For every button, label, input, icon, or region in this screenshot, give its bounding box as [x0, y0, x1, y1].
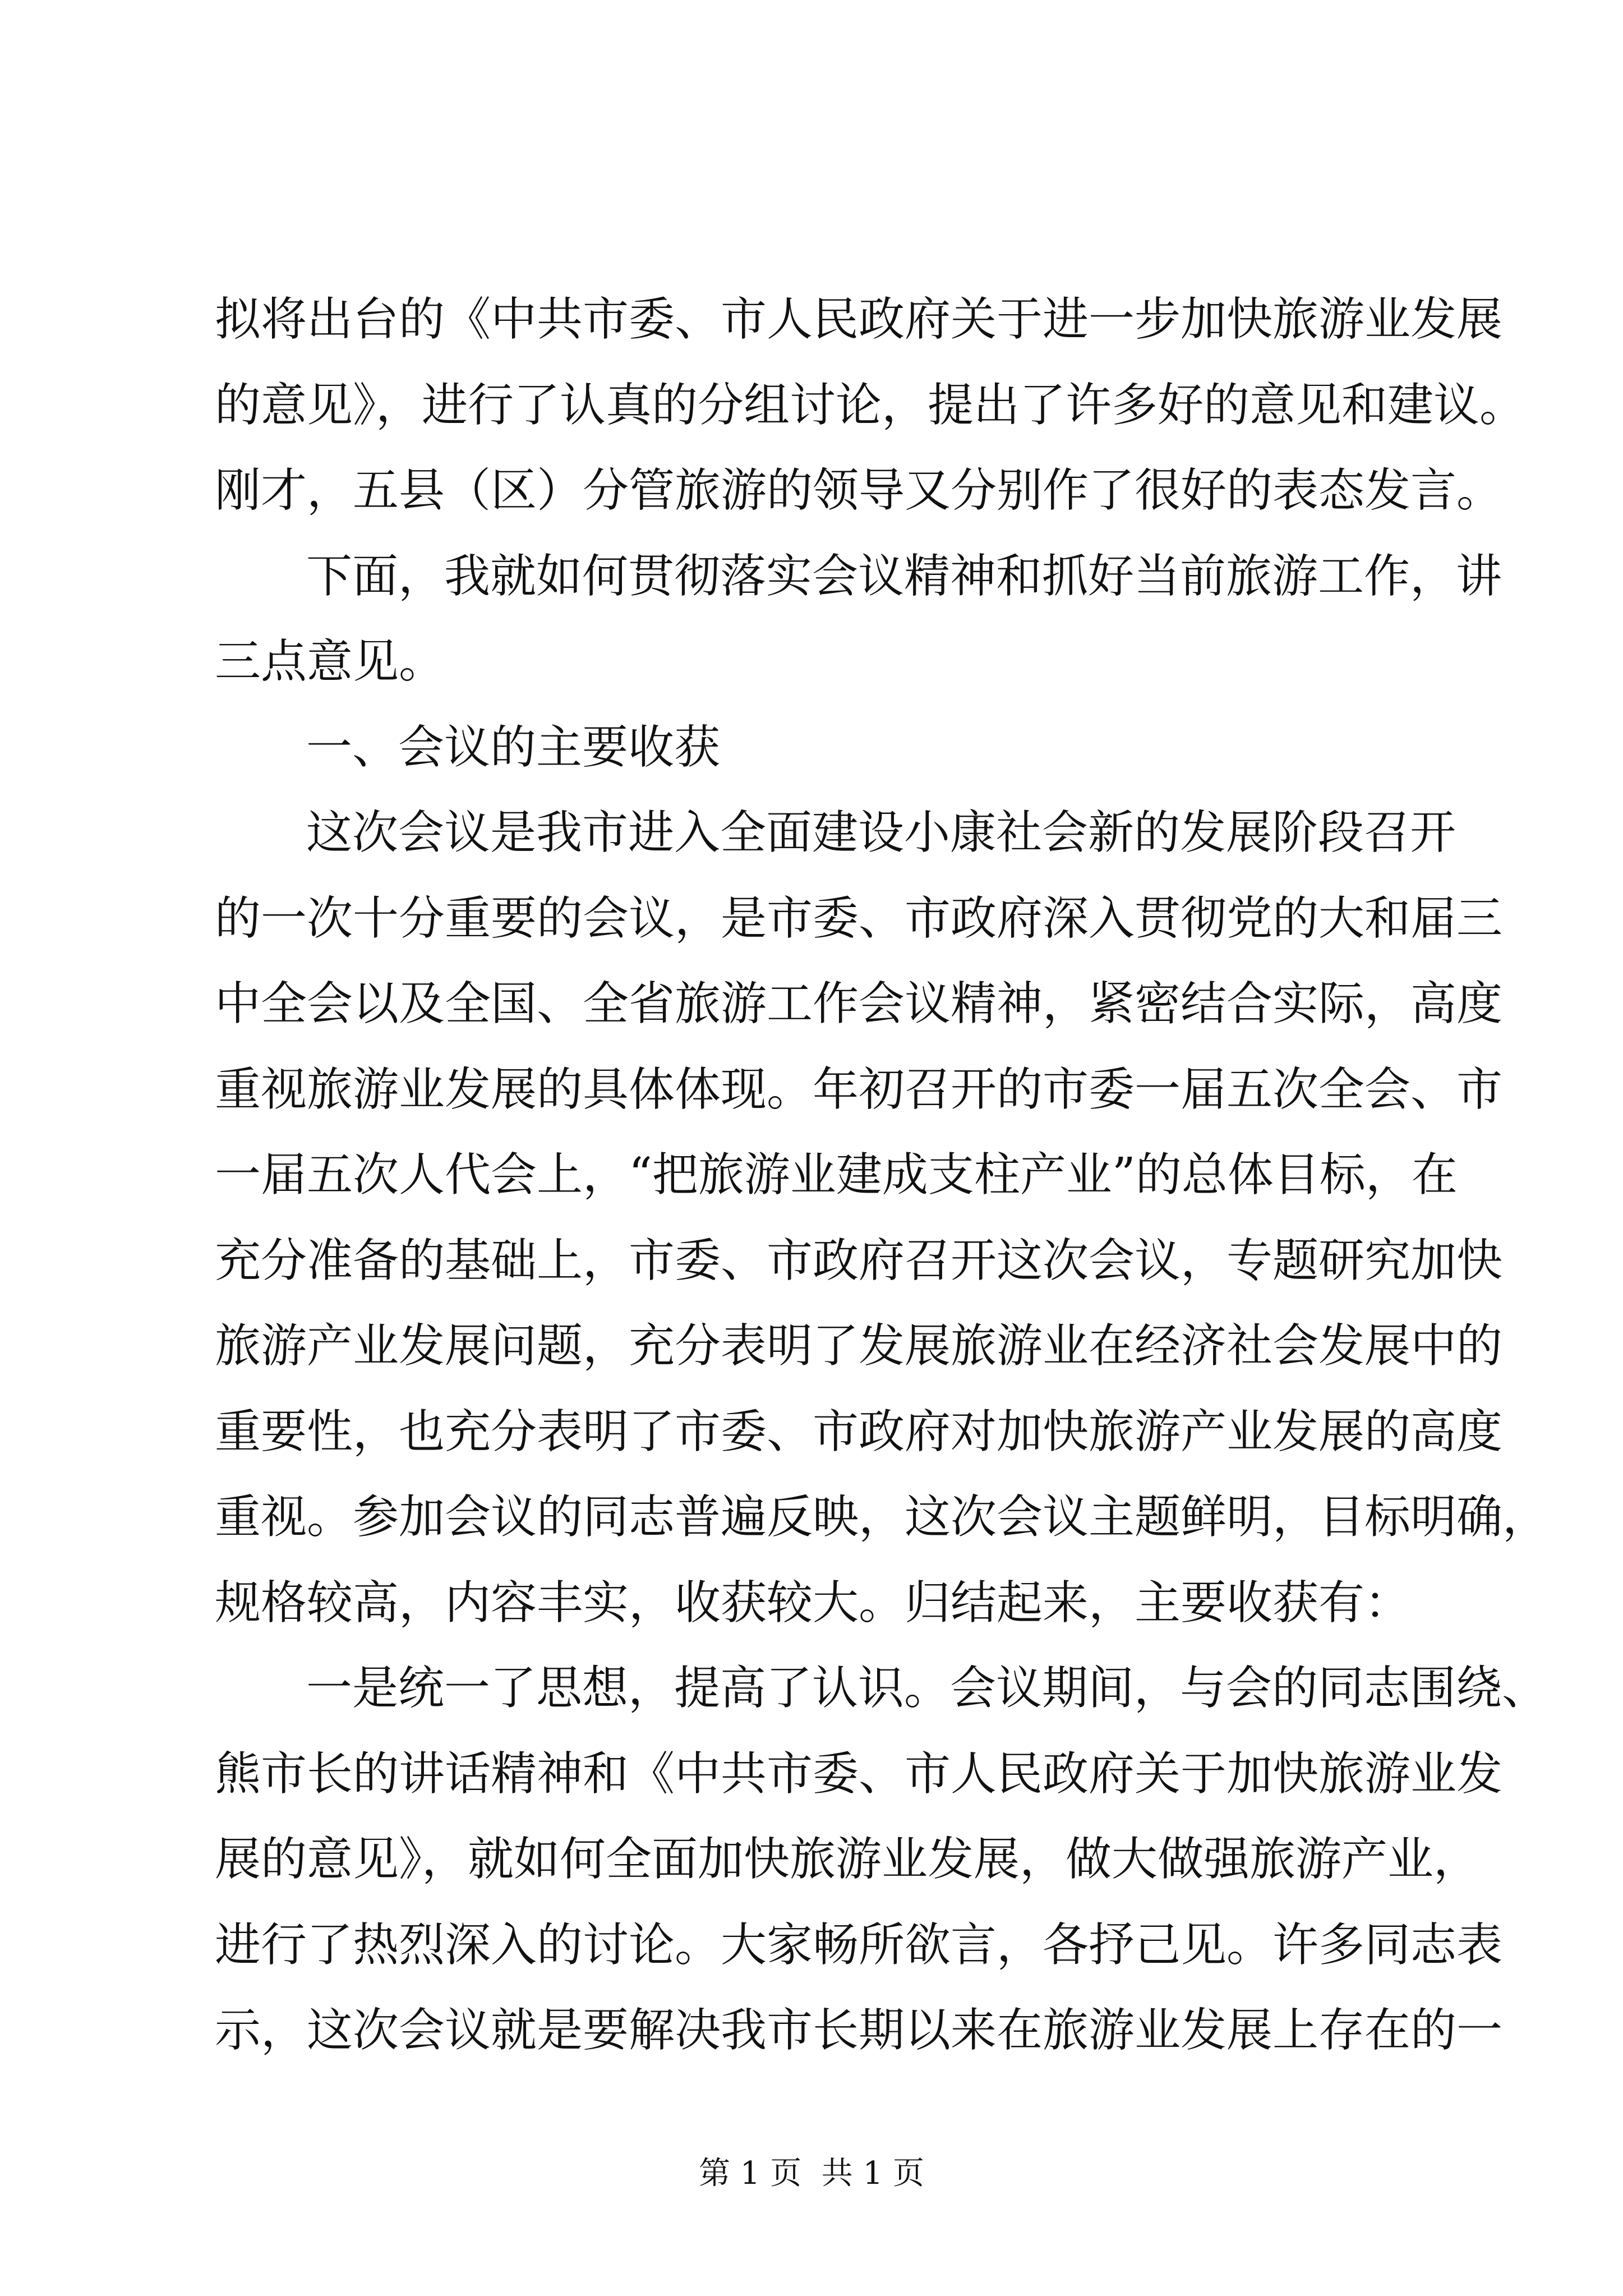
text-line: 规格较高，内容丰实，收获较大。归结起来，主要收获有：	[215, 1576, 1411, 1630]
text-line: 拟将出台的《中共市委、市人民政府关于进一步加快旅游业发展	[215, 293, 1503, 346]
text-line: 展的意见》，就如何全面加快旅游业发展，做大做强旅游产业，	[215, 1833, 1480, 1886]
section-heading: 一、会议的主要收获	[306, 721, 721, 774]
text-line: 重视旅游业发展的具体体现。年初召开的市委一届五次全会、市	[215, 1063, 1503, 1116]
text-line: 下面，我就如何贯彻落实会议精神和抓好当前旅游工作，讲	[306, 550, 1502, 603]
text-line: 熊市长的讲话精神和《中共市委、市人民政府关于加快旅游业发	[215, 1747, 1503, 1801]
text-line: 一是统一了思想，提高了认识。会议期间，与会的同志围绕、	[306, 1662, 1548, 1715]
text-line: 重要性，也充分表明了市委、市政府对加快旅游产业发展的高度	[215, 1405, 1503, 1458]
text-line: 进行了热烈深入的讨论。大家畅所欲言，各抒己见。许多同志表	[215, 1918, 1503, 1972]
text-line: 重视。参加会议的同志普遍反映，这次会议主题鲜明，目标明确，	[215, 1490, 1549, 1544]
text-line: 这次会议是我市进入全面建设小康社会新的发展阶段召开	[306, 806, 1456, 859]
text-line: 的一次十分重要的会议，是市委、市政府深入贯彻党的大和届三	[215, 892, 1503, 945]
text-line: 一届五次人代会上，“把旅游业建成支柱产业”的总体目标，在	[215, 1148, 1458, 1202]
text-line: 中全会以及全国、全省旅游工作会议精神，紧密结合实际，高度	[215, 977, 1503, 1030]
text-line: 示，这次会议就是要解决我市长期以来在旅游业发展上存在的一	[215, 2004, 1503, 2057]
text-line: 充分准备的基础上，市委、市政府召开这次会议，专题研究加快	[215, 1234, 1503, 1287]
text-line: 的意见》，进行了认真的分组讨论，提出了许多好的意见和建议。	[215, 379, 1526, 432]
text-line: 三点意见。	[215, 635, 445, 688]
text-line: 旅游产业发展问题，充分表明了发展旅游业在经济社会发展中的	[215, 1319, 1503, 1373]
page-footer: 第 1 页 共 1 页	[698, 2155, 925, 2192]
text-line: 刚才，五县（区）分管旅游的领导又分别作了很好的表态发言。	[215, 464, 1503, 517]
